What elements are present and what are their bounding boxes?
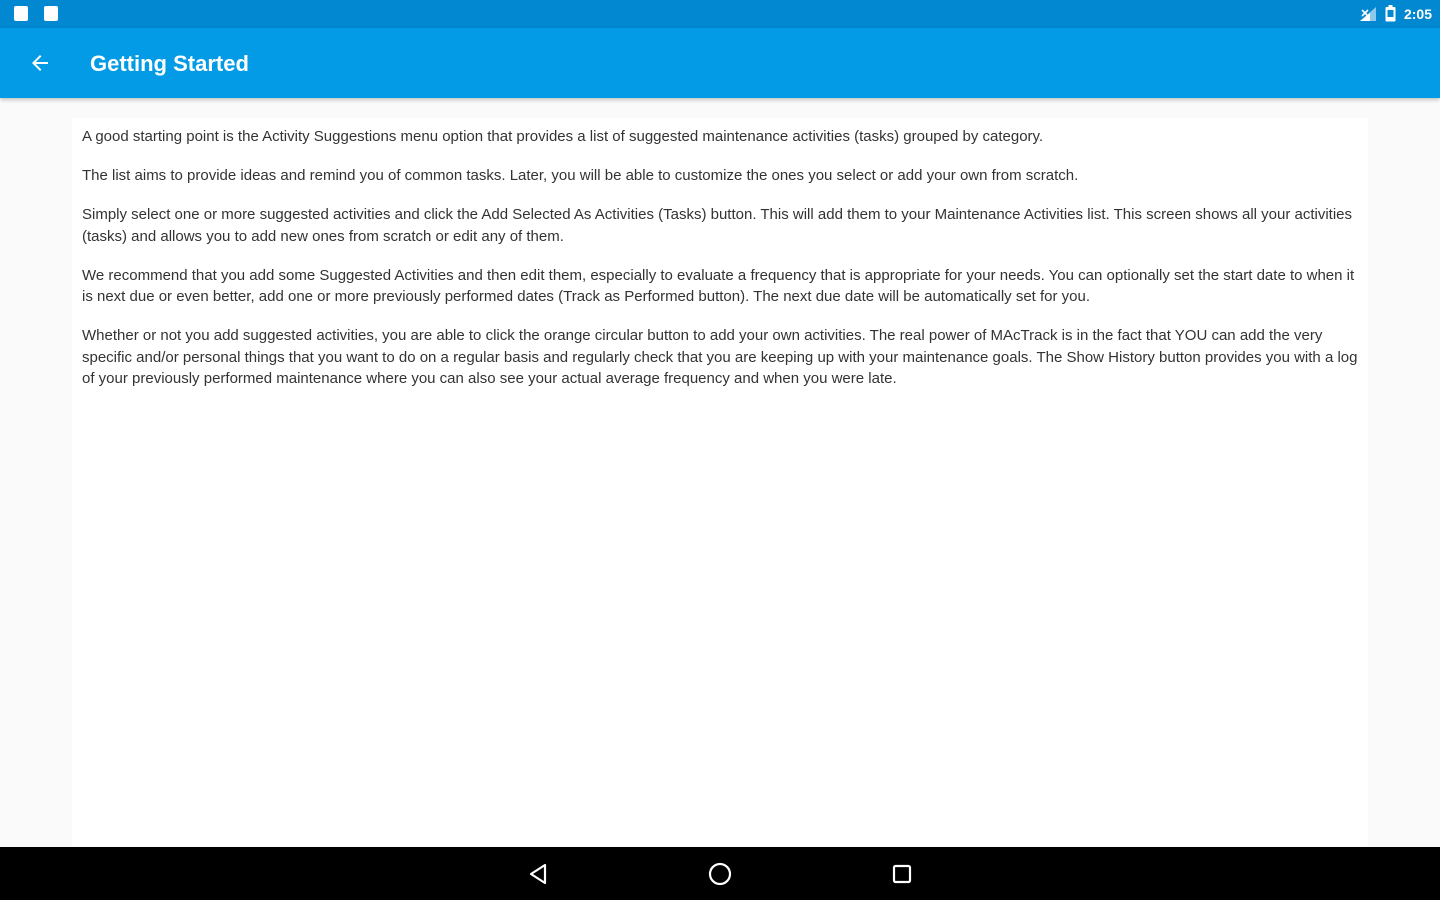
nav-back-button[interactable]: [524, 860, 552, 888]
app-bar: [0, 28, 1440, 98]
nav-home-button[interactable]: [706, 860, 734, 888]
paragraph: The list aims to provide ideas and remind you of common tasks. Later, you will be able to customize the ones you select or add your own from scratch.: [82, 167, 1079, 184]
paragraph: A good starting point is the Activity Suggestions menu option that provides a list of suggested maintenance activities (tasks) grouped by category.: [82, 128, 1044, 145]
home-circle-icon: [707, 861, 733, 887]
back-triangle-icon: [526, 862, 550, 886]
paragraph: We recommend that you add some Suggested Activities and then edit them, especially to evaluate a frequency that is appropriate for your needs. You can optionally set the start date to when it is next due or even better, add one or more previously performed dates (Track as Performed button). The next due date will be automatically set for you.: [82, 266, 1355, 305]
notification-icons: [14, 6, 58, 21]
system-nav-bar: [0, 847, 1440, 900]
signal-icon: [1359, 6, 1377, 22]
status-indicators: [1359, 5, 1432, 22]
getting-started-text: [72, 118, 1368, 390]
notification-icon: [44, 6, 58, 21]
status-time: 2:05: [1403, 5, 1432, 22]
back-button[interactable]: [22, 45, 58, 81]
paragraph: Simply select one or more suggested activities and click the Add Selected As Activities (Tasks) button. This will add them to your Maintenance Activities list. This screen shows all your activities (tasks) and allows you to add new ones from scratch or edit any of them.: [82, 206, 1353, 245]
arrow-back-icon: [28, 51, 52, 75]
status-bar: [0, 0, 1440, 28]
battery-icon: [1385, 5, 1396, 22]
nav-recents-button[interactable]: [888, 860, 916, 888]
recents-square-icon: [890, 862, 914, 886]
page-title: Getting Started: [90, 51, 249, 76]
content-card[interactable]: [72, 118, 1368, 846]
notification-icon: [14, 6, 28, 21]
paragraph: Whether or not you add suggested activities, you are able to click the orange circular button to add your own activities. The real power of MAcTrack is in the fact that YOU can add the very specific and/or personal things that you want to do on a regular basis and regularly check that you are keeping up with your maintenance goals. The Show History button provides you with a log of your previously performed maintenance where you can also see your actual average frequency and when you were late.: [82, 327, 1358, 387]
